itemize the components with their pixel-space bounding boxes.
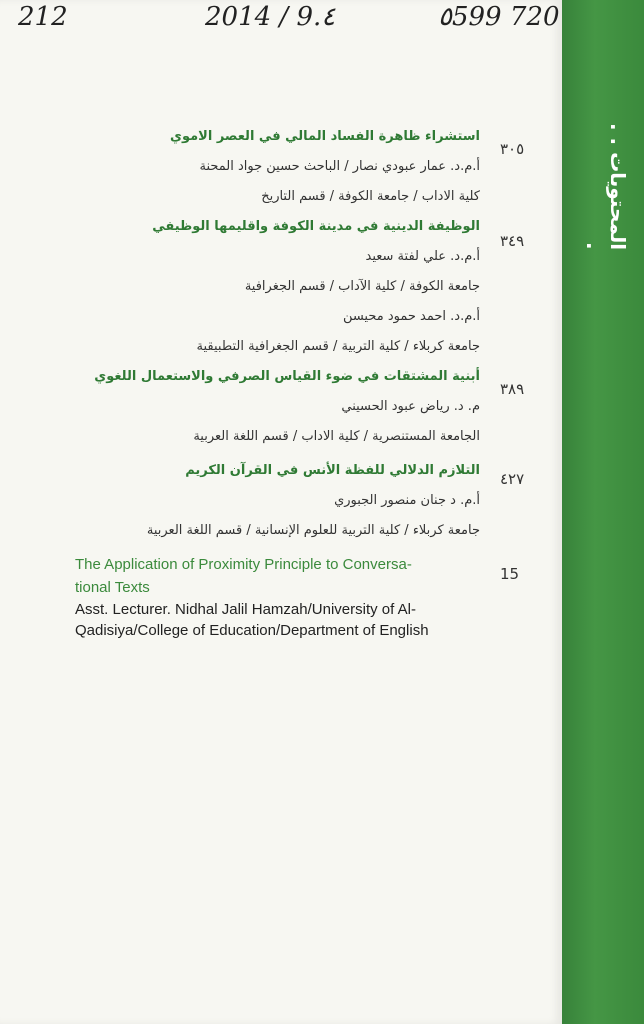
handwritten-number-right: ٥599 720 <box>438 2 560 32</box>
entry-author-line: Asst. Lecturer. Nidhal Jalil Hamzah/University of Al- <box>75 601 416 618</box>
contents-heading: المحتويات . . . <box>582 122 630 250</box>
toc-entry <box>70 362 480 452</box>
entry-page-number: ٣٤٩ <box>500 232 525 250</box>
entry-affiliation: كلية الاداب / جامعة الكوفة / قسم التاريخ <box>261 189 480 204</box>
entry-title: استشراء ظاهرة الفساد المالي في العصر الاموي <box>170 129 480 144</box>
entry-author: أ.م. د جنان منصور الجبوري <box>334 493 480 508</box>
green-side-band <box>562 0 644 1024</box>
entry-title: الوظيفة الدينية في مدينة الكوفة واقليمها الوظيفي <box>152 219 480 234</box>
entry-author-line: Qadisiya/College of Education/Department of English <box>75 622 429 639</box>
toc-entry <box>70 212 480 362</box>
entry-title: التلازم الدلالي للفظة الأنس في القرآن الكريم <box>185 463 480 478</box>
entry-author: أ.م.د. احمد حمود محيسن <box>342 309 480 324</box>
entry-page-number: ٣٨٩ <box>500 380 525 398</box>
toc-entry <box>70 122 480 212</box>
entry-affiliation: جامعة الكوفة / كلية الآداب / قسم الجغرافية <box>244 279 480 294</box>
entry-title-line: tional Texts <box>75 579 150 596</box>
entry-title-line: The Application of Proximity Principle to Conversa- <box>75 556 412 573</box>
handwritten-number-left: 212 <box>18 2 68 32</box>
entry-affiliation: جامعة كربلاء / كلية التربية للعلوم الإنسانية / قسم اللغة العربية <box>146 523 480 538</box>
entry-page-number: 15 <box>500 565 520 583</box>
toc-entry-english <box>75 553 475 641</box>
handwritten-date: 2014 / 9.٤ <box>205 2 336 32</box>
entry-page-number: ٤٢٧ <box>500 470 525 488</box>
entry-author: م. د. رياض عبود الحسيني <box>341 399 480 414</box>
entry-author: أ.م.د. علي لفتة سعيد <box>365 249 480 264</box>
toc-entry <box>70 456 480 546</box>
entry-title: أبنية المشتقات في ضوء القياس الصرفي والاستعمال اللغوي <box>94 369 480 384</box>
entry-affiliation: جامعة كربلاء / كلية التربية / قسم الجغرافية التطبيقية <box>196 339 480 354</box>
entry-page-number: ٣٠٥ <box>500 140 525 158</box>
entry-author: أ.م.د. عمار عبودي نصار / الباحث حسين جواد المحنة <box>199 159 480 174</box>
entry-affiliation: الجامعة المستنصرية / كلية الاداب / قسم اللغة العربية <box>193 429 480 444</box>
